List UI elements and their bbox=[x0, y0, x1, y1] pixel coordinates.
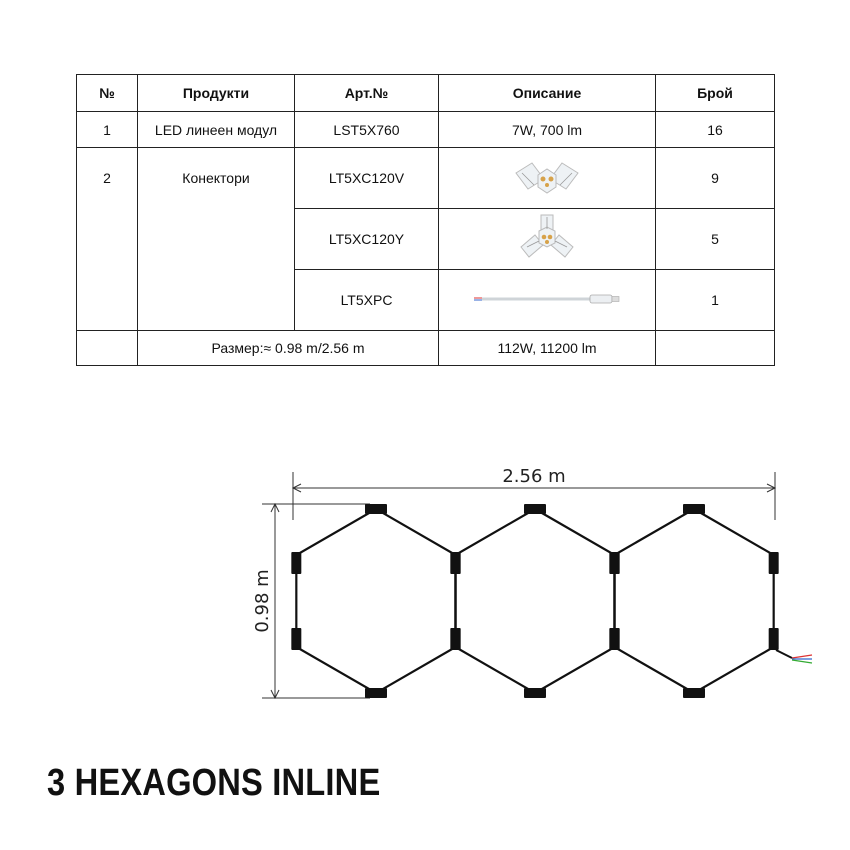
hexagon-frames bbox=[291, 504, 778, 698]
cell-art: LT5XC120V bbox=[295, 148, 439, 209]
cell-no: 2 bbox=[77, 148, 138, 331]
connector-block bbox=[683, 504, 705, 514]
connector-block bbox=[291, 628, 301, 650]
connector-block bbox=[524, 688, 546, 698]
cell-total: 112W, 11200 lm bbox=[439, 331, 656, 366]
header-art: Арт.№ bbox=[295, 75, 439, 112]
cell-product: Конектори bbox=[138, 148, 295, 331]
header-quantity: Брой bbox=[656, 75, 775, 112]
connector-block bbox=[769, 628, 779, 650]
cell-product: LED линеен модул bbox=[138, 112, 295, 148]
connector-block bbox=[365, 688, 387, 698]
cell-art: LT5XC120Y bbox=[295, 209, 439, 270]
connector-block bbox=[683, 688, 705, 698]
power-cable-tail bbox=[776, 650, 812, 663]
cell-quantity: 9 bbox=[656, 148, 775, 209]
connector-block bbox=[609, 552, 619, 574]
cell-art: LT5XPC bbox=[295, 270, 439, 331]
connector-block bbox=[450, 628, 460, 650]
hexagon-frame bbox=[296, 509, 455, 693]
connector-block bbox=[291, 552, 301, 574]
cell-quantity: 1 bbox=[656, 270, 775, 331]
hexagon-frame bbox=[614, 509, 773, 693]
header-description: Описание bbox=[439, 75, 656, 112]
cell-no: 1 bbox=[77, 112, 138, 148]
height-dimension bbox=[262, 504, 370, 698]
connector-block bbox=[769, 552, 779, 574]
header-product: Продукти bbox=[138, 75, 295, 112]
page-title: 3 HEXAGONS INLINE bbox=[47, 762, 381, 804]
hexagon-frame bbox=[455, 509, 614, 693]
cell-quantity: 16 bbox=[656, 112, 775, 148]
connector-block bbox=[524, 504, 546, 514]
height-label: 0.98 m bbox=[252, 569, 273, 633]
connector-block bbox=[450, 552, 460, 574]
cell-size: Размер:≈ 0.98 m/2.56 m bbox=[138, 331, 439, 366]
cell-art: LST5X760 bbox=[295, 112, 439, 148]
cell-description: 7W, 700 lm bbox=[439, 112, 656, 148]
header-no: № bbox=[77, 75, 138, 112]
connector-block bbox=[365, 504, 387, 514]
width-label: 2.56 m bbox=[502, 466, 566, 487]
connector-block bbox=[609, 628, 619, 650]
cell-quantity: 5 bbox=[656, 209, 775, 270]
